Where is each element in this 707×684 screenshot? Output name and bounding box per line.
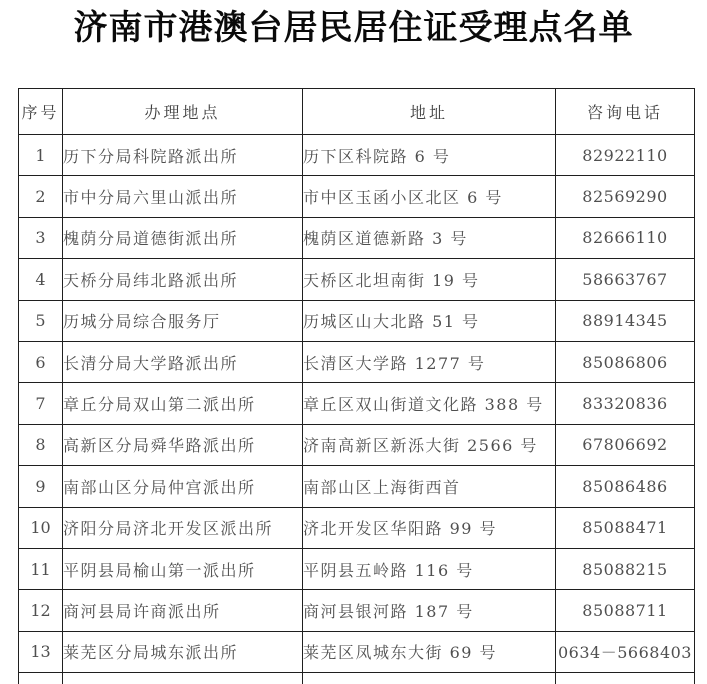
header-row [19,89,695,135]
row-address: 商河县银河路 187 号 [303,590,556,631]
row-phone: 82569290 [556,176,695,217]
row-address: 天桥区北坦南街 19 号 [303,259,556,300]
row-location: 槐荫分局道德街派出所 [63,217,303,258]
row-location: 长清分局大学路派出所 [63,341,303,382]
row-phone: 85088711 [556,590,695,631]
row-phone: 85086486 [556,466,695,507]
row-address: 济北开发区华阳路 99 号 [303,507,556,548]
row-location: 莱芜区分局城东派出所 [63,631,303,672]
table-body-partial [19,673,695,684]
table-row [19,135,695,176]
row-location: 历城分局综合服务厅 [63,300,303,341]
row-number: 9 [19,466,63,507]
page-title: 济南市港澳台居民居住证受理点名单 [73,8,634,48]
row-address: 章丘区双山街道文化路 388 号 [303,383,556,424]
header-no: 序号 [19,89,63,135]
table-row-partial [19,673,695,684]
table-header [19,89,695,135]
row-phone: 58663767 [556,259,695,300]
row-address [303,673,556,684]
row-address: 长清区大学路 1277 号 [303,341,556,382]
row-location: 济阳分局济北开发区派出所 [63,507,303,548]
row-address: 历城区山大北路 51 号 [303,300,556,341]
row-address: 莱芜区凤城东大街 69 号 [303,631,556,672]
row-phone: 88914345 [556,300,695,341]
row-number: 13 [19,631,63,672]
header-location: 办理地点 [63,89,303,135]
table-row [19,383,695,424]
row-address: 平阴县五岭路 116 号 [303,548,556,589]
row-location: 平阴县局榆山第一派出所 [63,548,303,589]
header-phone: 咨询电话 [556,89,695,135]
table-row [19,507,695,548]
table-row [19,590,695,631]
row-number: 6 [19,341,63,382]
row-phone: 67806692 [556,424,695,465]
row-phone: 85088471 [556,507,695,548]
row-number: 4 [19,259,63,300]
header-address: 地址 [303,89,556,135]
row-location [63,673,303,684]
row-number [19,673,63,684]
row-address: 济南高新区新泺大街 2566 号 [303,424,556,465]
table-row [19,341,695,382]
table-row [19,300,695,341]
row-location: 南部山区分局仲宫派出所 [63,466,303,507]
row-phone: 82922110 [556,135,695,176]
row-address: 市中区玉函小区北区 6 号 [303,176,556,217]
row-number: 1 [19,135,63,176]
table-row [19,466,695,507]
acceptance-points-table [18,88,695,684]
row-address: 历下区科院路 6 号 [303,135,556,176]
row-number: 10 [19,507,63,548]
row-location: 章丘分局双山第二派出所 [63,383,303,424]
table-row [19,217,695,258]
row-address: 南部山区上海街西首 [303,466,556,507]
row-number: 3 [19,217,63,258]
row-number: 7 [19,383,63,424]
row-address: 槐荫区道德新路 3 号 [303,217,556,258]
row-phone: 85086806 [556,341,695,382]
row-phone: 85088215 [556,548,695,589]
row-number: 2 [19,176,63,217]
row-number: 8 [19,424,63,465]
row-number: 11 [19,548,63,589]
row-number: 12 [19,590,63,631]
row-location: 天桥分局纬北路派出所 [63,259,303,300]
row-phone: 0634－5668403 [556,631,695,672]
row-location: 商河县局许商派出所 [63,590,303,631]
table-row [19,176,695,217]
table-row [19,259,695,300]
row-location: 市中分局六里山派出所 [63,176,303,217]
row-phone: 82666110 [556,217,695,258]
row-location: 高新区分局舜华路派出所 [63,424,303,465]
row-number: 5 [19,300,63,341]
row-location: 历下分局科院路派出所 [63,135,303,176]
acceptance-points-table-wrap [18,88,694,684]
table-row [19,631,695,672]
row-phone: 83320836 [556,383,695,424]
table-row [19,424,695,465]
table-body [19,135,695,673]
row-phone [556,673,695,684]
table-row [19,548,695,589]
